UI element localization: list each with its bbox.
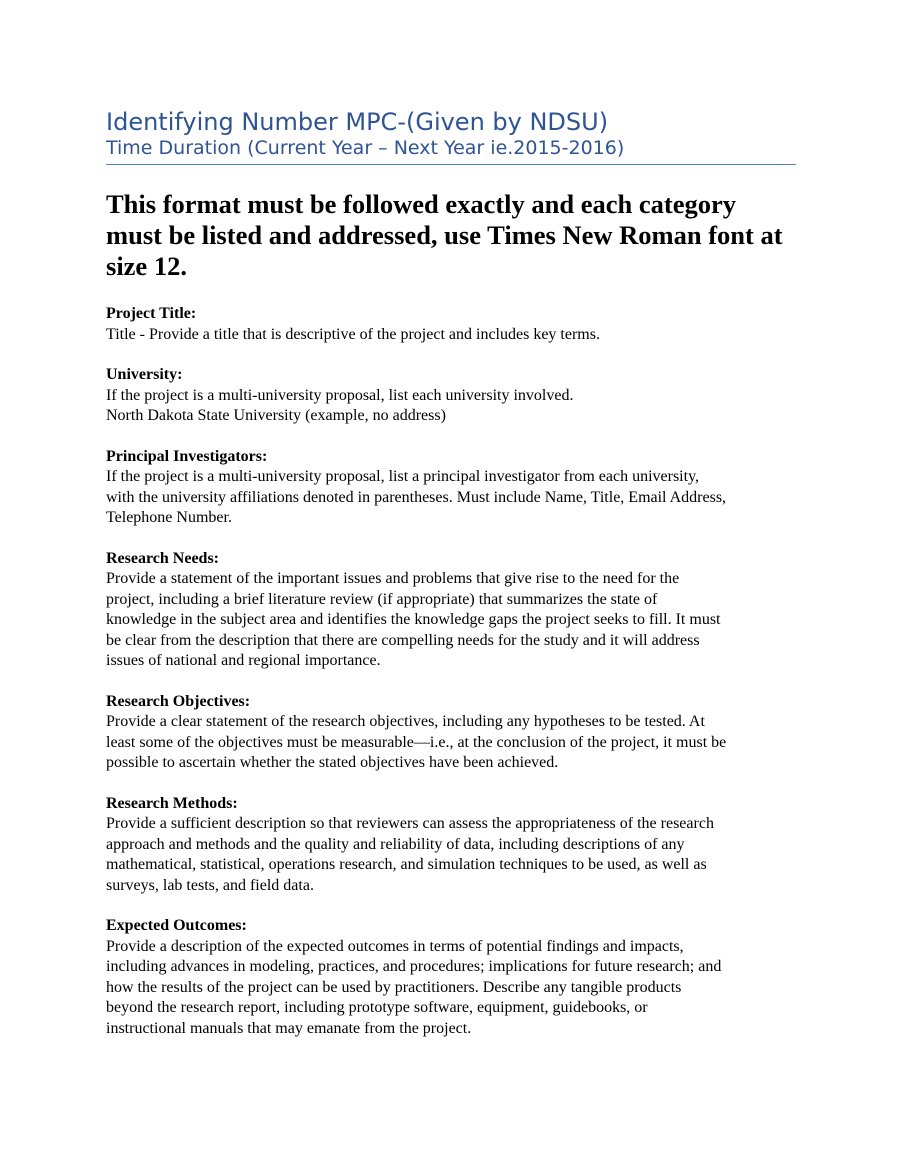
format-notice: [106, 189, 796, 282]
section-body-line: Provide a sufficient description so that reviewers can assess the appropriateness of the research: [106, 815, 714, 832]
time-duration-subheading: Time Duration (Current Year – Next Year ie.2015-2016): [106, 137, 625, 159]
identifying-number-heading: Identifying Number MPC-(Given by NDSU): [106, 108, 609, 136]
section-body-line: issues of national and regional importance.: [106, 652, 381, 669]
section-heading: University:: [106, 366, 183, 383]
section-body-line: surveys, lab tests, and field data.: [106, 876, 314, 894]
document-page: [106, 108, 796, 1039]
section-body-line: North Dakota State University (example, no address): [106, 407, 446, 424]
section-body-line: Provide a statement of the important issues and problems that give rise to the need for the: [106, 570, 680, 587]
header-divider: [106, 164, 796, 165]
section-body-line: mathematical, statistical, operations research, and simulation techniques to be used, as well as: [106, 856, 707, 873]
section-heading: Principal Investigators:: [106, 447, 268, 465]
format-notice-line: must be listed and addressed, use Times New Roman font at: [106, 220, 783, 250]
section-principal-investigators: [106, 447, 796, 529]
section-body-line: with the university affiliations denoted in parentheses. Must include Name, Title, Email Address,: [106, 488, 727, 506]
section-body-line: knowledge in the subject area and identifies the knowledge gaps the project seeks to fill. It must: [106, 611, 721, 628]
section-project-title: [106, 304, 796, 345]
section-university: [106, 365, 796, 427]
section-research-needs: [106, 549, 796, 672]
format-notice-line: size 12.: [106, 251, 187, 281]
section-body-line: If the project is a multi-university proposal, list each university involved.: [106, 386, 574, 404]
section-body-line: including advances in modeling, practices, and procedures; implications for future research; and: [106, 958, 722, 975]
section-body-line: Provide a description of the expected outcomes in terms of potential findings and impacts,: [106, 937, 684, 955]
section-heading: Research Objectives:: [106, 692, 251, 710]
section-research-objectives: [106, 692, 796, 774]
section-body-line: Telephone Number.: [106, 509, 232, 526]
section-expected-outcomes: [106, 916, 796, 1039]
section-body-line: Title - Provide a title that is descriptive of the project and includes key terms.: [106, 325, 600, 343]
section-body-line: possible to ascertain whether the stated objectives have been achieved.: [106, 754, 559, 771]
section-body-line: how the results of the project can be used by practitioners. Describe any tangible products: [106, 978, 682, 996]
sections-container: [106, 304, 796, 1039]
section-body-line: be clear from the description that there are compelling needs for the study and it will address: [106, 631, 700, 649]
section-heading: Research Needs:: [106, 549, 220, 567]
section-body-line: Provide a clear statement of the research objectives, including any hypotheses to be tested. At: [106, 713, 705, 730]
section-heading: Project Title:: [106, 305, 197, 322]
section-body-line: least some of the objectives must be measurable—i.e., at the conclusion of the project, it must be: [106, 733, 727, 751]
section-body-line: project, including a brief literature review (if appropriate) that summarizes the state of: [106, 590, 658, 608]
section-heading: Expected Outcomes:: [106, 917, 247, 934]
section-body-line: If the project is a multi-university proposal, list a principal investigator from each university,: [106, 468, 700, 485]
section-body-line: beyond the research report, including prototype software, equipment, guidebooks, or: [106, 999, 648, 1016]
section-research-methods: [106, 794, 796, 897]
section-body-line: approach and methods and the quality and reliability of data, including descriptions of any: [106, 835, 685, 853]
format-notice-line: This format must be followed exactly and each category: [106, 189, 737, 219]
section-body-line: instructional manuals that may emanate from the project.: [106, 1019, 472, 1037]
section-heading: Research Methods:: [106, 794, 238, 812]
